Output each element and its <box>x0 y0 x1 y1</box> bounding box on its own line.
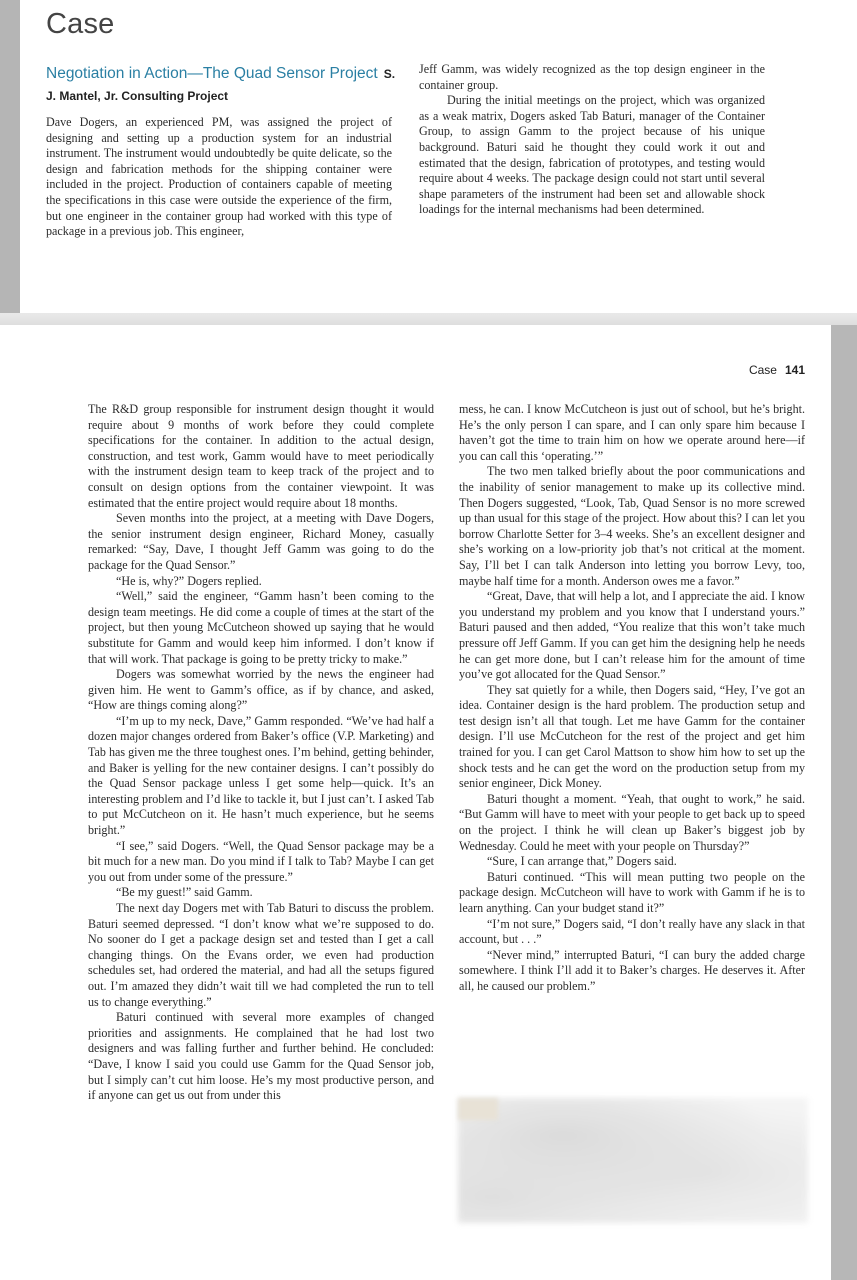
paragraph: The two men talked briefly about the poor communications and the inability of senior management to make up its collective mind. Then Dogers suggested, “Look, Tab, Quad Sensor is no more screwed up than usual for this stage of the project. How about this? I can let you borrow Charlotte Setter for 3–4 weeks. She’s an excellent designer and she’s working on a low-priority job that’s not critical at the moment. Say, I’ll bet I can talk Anderson into letting you borrow Levy, too, maybe half time for a month. Anderson owes me a favor.” <box>459 464 805 588</box>
page2-left-column <box>88 402 434 1104</box>
paragraph: Jeff Gamm, was widely recognized as the top design engineer in the container group. <box>419 62 765 92</box>
case-heading-title: Negotiation in Action—The Quad Sensor Project <box>46 65 378 82</box>
paragraph: “Great, Dave, that will help a lot, and I appreciate the aid. I know you understand my problem and you know that I understand yours.” Baturi paused and then added, “You realize that this won’t take much pressure off Jeff Gamm. If you can get him the designing help he needs he can get more done, but I can’t release him for the amount of time you’ve got allocated for the Quad Sensor.” <box>459 589 805 682</box>
paragraph: Dogers was somewhat worried by the news the engineer had given him. He went to Gamm’s office, as if by chance, and asked, “How are things coming along?” <box>88 667 434 713</box>
paragraph: Baturi thought a moment. “Yeah, that ought to work,” he said. “But Gamm will have to meet with your people to get back up to speed on the project. I think he will clean up Baker’s biggest job by Wednesday. Could he meet with your people on Thursday?” <box>459 791 805 853</box>
paragraph: The next day Dogers met with Tab Baturi to discuss the problem. Baturi seemed depressed. “I don’t know what we’re supposed to do. No sooner do I get a package design set and tested than I get a call changing things. On the Evans order, we even had production schedules set, had ordered the material, and had all the setups figured out. I’m amazed they didn’t wait till we had completed the run to tell us to change everything.” <box>88 901 434 1009</box>
paragraph: During the initial meetings on the project, which was organized as a weak matrix, Dogers asked Tab Baturi, manager of the Container Group, to assign Gamm to the project because of his unique background. Baturi said he thought they could work it out and estimated that the design, fabrication of prototypes, and testing would require about 4 weeks. The package design could not start until several shape parameters of the instrument had been set and allowable shock loadings for the internal mechanisms had been determined. <box>419 93 765 217</box>
running-head-label: Case <box>748 363 777 377</box>
paragraph: They sat quietly for a while, then Dogers said, “Hey, I’ve got an idea. Container design is the hard problem. The production setup and test design isn’t all that tough. Let me have Gamm for the container design. I’ll use McCutcheon for the rest of the project and get him trained for you. I can get Carol Mattson to show him how to set up the shock tests and he can get the word on the production setup from my senior engineer, Dick Money. <box>459 682 805 791</box>
paragraph: “Well,” said the engineer, “Gamm hasn’t been coming to the design team meetings. He did come a couple of times at the start of the project, but then young McCutcheon showed up saying that he would substitute for Gamm and would keep him informed. I don’t know if that will work. That package is going to be pretty tricky to make.” <box>88 589 434 666</box>
paragraph: Baturi continued with several more examples of changed priorities and assignments. He complained that he had lost two designers and was falling further and further behind. He concluded: “Dave, I know I said you could use Gamm for the Quad Sensor job, but I simply can’t cut him loose. He’s my most productive person, and if anyone can get us out from under this <box>88 1010 434 1103</box>
paragraph: “Be my guest!” said Gamm. <box>116 885 253 900</box>
page2-right-column <box>459 402 805 995</box>
paragraph: Dave Dogers, an experienced PM, was assigned the project of designing and setting up a production system for an industrial instrument. The instrument would undoubtedly be quite delicate, so the design and fabrication methods for the shipping container were included in the project. Production of containers capable of meeting the specifications in this case were outside the experience of the firm, but one engineer in the container group had worked with this type of package in a previous job. This engineer, <box>46 115 392 239</box>
paragraph: “He is, why?” Dogers replied. <box>116 573 262 588</box>
paragraph: The R&D group responsible for instrument design thought it would require about 9 months of work before they could complete specifications for the container. In addition to the actual design, construction, and test work, Gamm would have to meet periodically with the instrument design team to keep track of the project and to consult on design options from the container viewpoint. It was estimated that the entire project would require about 18 months. <box>88 402 434 510</box>
running-head <box>749 363 805 377</box>
right-page-edge <box>831 325 857 1280</box>
paragraph: “Never mind,” interrupted Baturi, “I can bury the added charge somewhere. I think I’ll add it to Baker’s charges. He deserves it. After all, he caused our problem.” <box>459 947 805 993</box>
paragraph: “Sure, I can arrange that,” Dogers said. <box>487 854 677 869</box>
page1-left-column <box>46 115 392 240</box>
paragraph: “I see,” said Dogers. “Well, the Quad Sensor package may be a bit much for a new man. Do you mind if I talk to Tab? Maybe I can get you out from under some of the pressure.” <box>88 838 434 884</box>
paragraph: “I’m up to my neck, Dave,” Gamm responded. “We’ve had half a dozen major changes ordered from Baker’s office (V.P. Marketing) and Tab has given me the three toughest ones. I’m behind, getting behinder, and Baker is yelling for the new container designs. I can’t possibly do the Quad Sensor package unless I get some help—quick. It’s an interesting problem and I’d like to tackle it, but I just can’t. I asked Tab to put McCutcheon on it. He hasn’t much experience, but he seems bright.” <box>88 713 434 838</box>
page1-right-column <box>419 62 765 218</box>
redacted-region <box>458 1098 808 1223</box>
redacted-mark <box>458 1098 498 1120</box>
paragraph: Baturi continued. “This will mean putting two people on the package design. McCutcheon will have to work with Gamm if he is to learn anything. Can your budget stand it?” <box>459 869 805 915</box>
paragraph: “I’m not sure,” Dogers said, “I don’t really have any slack in that account, but . . .” <box>459 916 805 947</box>
left-page-edge <box>0 0 20 313</box>
page-gap <box>0 313 857 325</box>
page-number: 141 <box>784 363 805 377</box>
case-label: Case <box>46 8 115 40</box>
case-heading <box>46 63 396 107</box>
case-author: S. J. Mantel, Jr. Consulting Project <box>46 67 396 103</box>
paragraph: mess, he can. I know McCutcheon is just out of school, but he’s bright. He’s the only person I can spare, and I can only spare him because I haven’t got the time to train him on how we operate around here—if you can call this ‘operating.’” <box>459 402 805 463</box>
paragraph: Seven months into the project, at a meeting with Dave Dogers, the senior instrument design engineer, Richard Money, casually remarked: “Say, Dave, I thought Jeff Gamm was going to do the package for the Quad Sensor.” <box>88 511 434 572</box>
